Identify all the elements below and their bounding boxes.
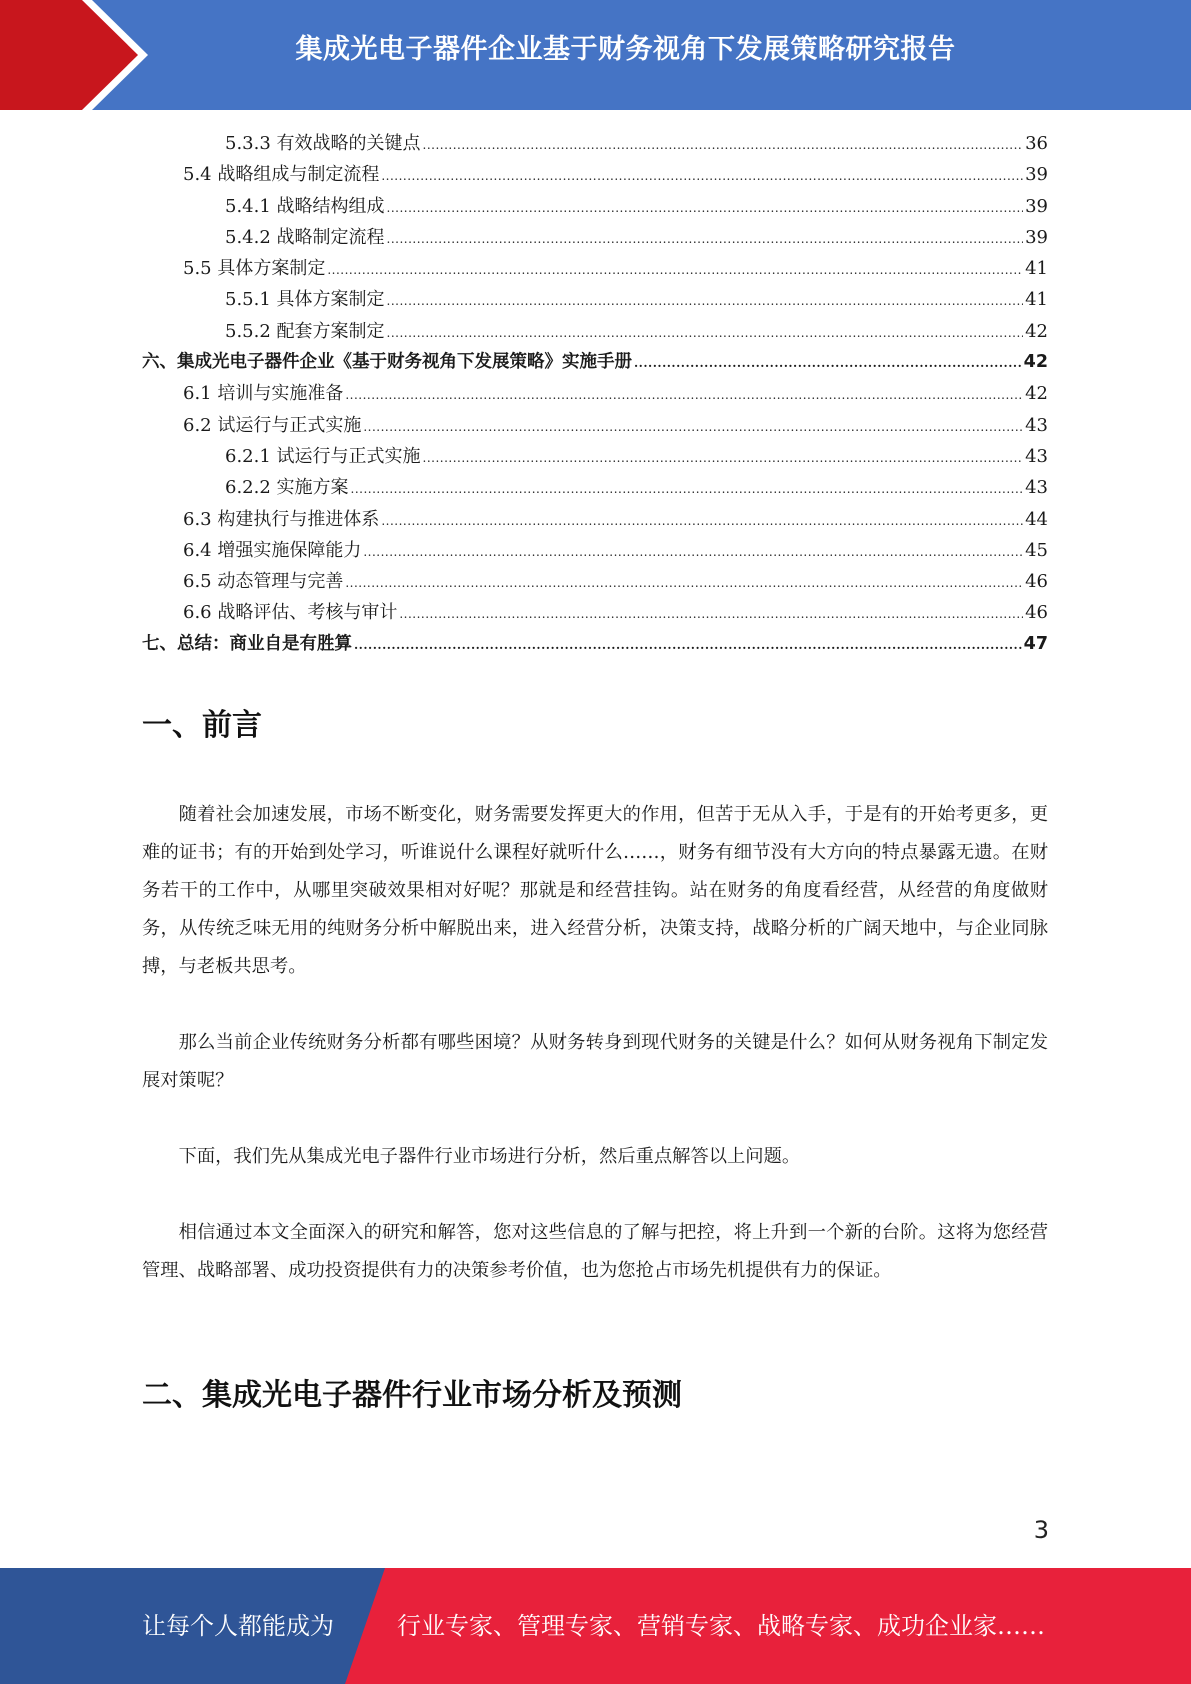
toc-entry[interactable]: [142, 284, 1048, 315]
toc-entry-page: 42: [1025, 383, 1048, 405]
toc-entry-page: 42: [1023, 352, 1048, 373]
toc-leader-dots: [381, 506, 1023, 537]
toc-entry-title: 5.5.1 具体方案制定: [225, 289, 385, 311]
page-footer: [0, 1568, 1191, 1684]
toc-entry[interactable]: [142, 629, 1048, 660]
toc-entry[interactable]: [142, 378, 1048, 409]
toc-leader-dots: [363, 412, 1023, 443]
section-heading-market-analysis: 二、集成光电子器件行业市场分析及预测: [142, 1378, 682, 1413]
toc-entry[interactable]: [142, 504, 1048, 535]
toc-entry[interactable]: [142, 191, 1048, 222]
toc-entry-page: 46: [1025, 571, 1048, 593]
toc-entry[interactable]: [142, 441, 1048, 472]
toc-entry-title: 6.4 增强实施保障能力: [183, 539, 362, 561]
toc-leader-dots: [387, 193, 1024, 224]
toc-entry-page: 39: [1025, 226, 1048, 248]
toc-entry-title: 六、集成光电子器件企业《基于财务视角下发展策略》实施手册: [142, 352, 632, 373]
toc-leader-dots: [387, 224, 1024, 255]
toc-leader-dots: [354, 630, 1022, 661]
toc-leader-dots: [423, 130, 1024, 161]
toc-entry-title: 5.5.2 配套方案制定: [225, 320, 385, 342]
toc-leader-dots: [381, 161, 1023, 192]
section-heading-preface: 一、前言: [142, 708, 262, 743]
toc-entry-page: 36: [1025, 133, 1048, 154]
toc-leader-dots: [363, 537, 1023, 568]
toc-entry[interactable]: [142, 472, 1048, 503]
toc-leader-dots: [399, 599, 1023, 630]
paragraph: 下面，我们先从集成光电子器件行业市场进行分析，然后重点解答以上问题。: [178, 1146, 801, 1167]
page-header: [0, 0, 1191, 110]
toc-leader-dots: [345, 568, 1023, 599]
toc-entry-page: 43: [1025, 445, 1048, 467]
toc-entry-page: 44: [1025, 508, 1048, 530]
footer-slogan-right: 行业专家、管理专家、营销专家、战略专家、成功企业家……: [397, 1612, 1045, 1640]
toc-entry-page: 39: [1025, 164, 1048, 186]
toc-entry-page: 39: [1025, 195, 1048, 217]
toc-entry-page: 43: [1025, 414, 1048, 436]
toc-entry[interactable]: [142, 347, 1048, 378]
toc-entry-page: 41: [1025, 289, 1048, 311]
toc-entry-title: 5.4.2 战略制定流程: [225, 226, 385, 248]
toc-leader-dots: [345, 380, 1023, 411]
toc-leader-dots: [351, 474, 1024, 505]
toc-entry[interactable]: [142, 597, 1048, 628]
toc-leader-dots: [327, 255, 1023, 286]
toc-entry-title: 6.2 试运行与正式实施: [183, 414, 362, 436]
toc-leader-dots: [387, 286, 1024, 317]
toc-entry-page: 47: [1023, 633, 1048, 654]
header-arrow-decoration: [0, 0, 160, 110]
toc-entry-title: 5.4.1 战略结构组成: [225, 195, 385, 217]
toc-entry-page: 42: [1025, 320, 1048, 342]
toc-entry-page: 46: [1025, 602, 1048, 624]
toc-leader-dots: [634, 348, 1022, 379]
paragraph: 随着社会加速发展，市场不断变化，财务需要发挥更大的作用，但苦于无从入手，于是有的开始考更多，更难的证书；有的开始到处学习，听谁说什么课程好就听什么……，财务有细节没有大方向的特点暴露无遗。在财务若干的工作中，从哪里突破效果相对好呢？那就是和经营挂钩。站在财务的角度看经营，从经营的角度做财务，从传统乏味无用的纯财务分析中解脱出来，进入经营分析，决策支持，战略分析的广阔天地中，与企业同脉搏，与老板共思考。: [142, 804, 1048, 977]
toc-entry-title: 七、总结：商业自是有胜算: [142, 633, 352, 654]
toc-entry-title: 5.4 战略组成与制定流程: [183, 164, 380, 186]
toc-entry[interactable]: [142, 128, 1048, 159]
toc-entry-title: 6.1 培训与实施准备: [183, 383, 344, 405]
toc-entry-title: 6.3 构建执行与推进体系: [183, 508, 380, 530]
toc-entry-title: 5.3.3 有效战略的关键点: [225, 133, 421, 154]
toc-entry-title: 6.5 动态管理与完善: [183, 571, 344, 593]
toc-leader-dots: [387, 318, 1024, 349]
toc-entry[interactable]: [142, 316, 1048, 347]
toc-entry[interactable]: [142, 222, 1048, 253]
toc-leader-dots: [423, 443, 1024, 474]
table-of-contents: [142, 128, 1048, 660]
toc-entry-title: 5.5 具体方案制定: [183, 258, 326, 280]
toc-entry-title: 6.6 战略评估、考核与审计: [183, 602, 398, 624]
toc-entry-title: 6.2.2 实施方案: [225, 477, 349, 499]
document-title: 集成光电子器件企业基于财务视角下发展策略研究报告: [295, 34, 956, 65]
toc-entry[interactable]: [142, 535, 1048, 566]
toc-entry[interactable]: [142, 410, 1048, 441]
page-number: 3: [1033, 1516, 1049, 1544]
toc-entry-page: 41: [1025, 258, 1048, 280]
footer-slogan-left: 让每个人都能成为: [142, 1612, 334, 1640]
paragraph: 相信通过本文全面深入的研究和解答，您对这些信息的了解与把控，将上升到一个新的台阶。这将为您经营管理、战略部署、成功投资提供有力的决策参考价值，也为您抢占市场先机提供有力的保证。: [142, 1222, 1048, 1281]
toc-entry[interactable]: [142, 253, 1048, 284]
paragraph: 那么当前企业传统财务分析都有哪些困境？从财务转身到现代财务的关键是什么？如何从财务视角下制定发展对策呢？: [142, 1032, 1048, 1091]
toc-entry-page: 43: [1025, 477, 1048, 499]
toc-entry[interactable]: [142, 566, 1048, 597]
toc-entry-page: 45: [1025, 539, 1048, 561]
toc-entry-title: 6.2.1 试运行与正式实施: [225, 445, 421, 467]
toc-entry[interactable]: [142, 159, 1048, 190]
